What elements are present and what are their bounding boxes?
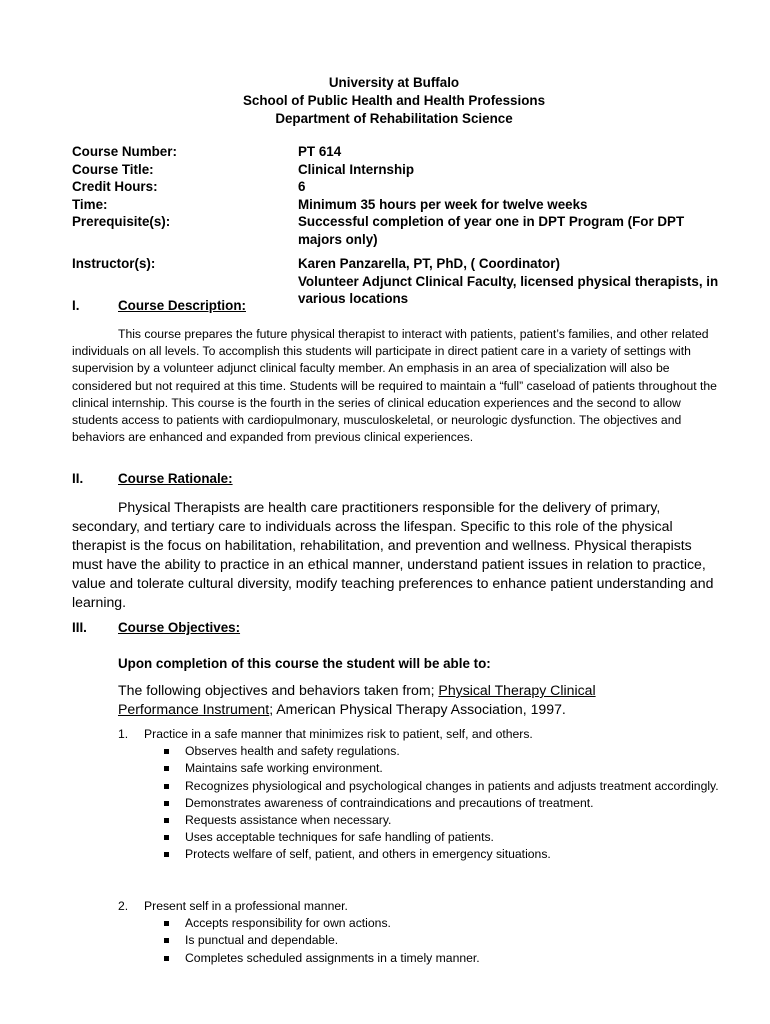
course-title-value: Clinical Internship	[298, 161, 415, 177]
instructor-value	[298, 255, 728, 308]
objective-text: Present self in a professional manner.	[144, 899, 348, 913]
behavior-item: Accepts responsibility for own actions.	[118, 915, 728, 932]
section-title: Course Rationale:	[118, 471, 233, 486]
course-number-value: PT 614	[298, 144, 342, 159]
bullet-icon	[164, 852, 169, 857]
bullet-icon	[164, 801, 169, 806]
behavior-item: Is punctual and dependable.	[118, 932, 728, 949]
bullet-icon	[164, 938, 169, 943]
course-rationale-text: Physical Therapists are health care practitioners responsible for the delivery of primary, secondary, and tertiary care to individuals across the lifespan. Specific to this role of the physical therapist is the focus on habilitation, rehabilitation, and prevention and wellness. Physical therapists must have the ability to practice in an ethical manner, understand patient issues in relation to practice, value and tolerate cultural diversity, modify teaching preferences to enhance patient understanding and learning.	[72, 499, 714, 610]
objective-number: 1.	[118, 727, 129, 741]
school-name: School of Public Health and Health Professions	[242, 93, 546, 108]
behavior-item: Requests assistance when necessary.	[118, 812, 728, 829]
intro-text-post: ; American Physical Therapy Association, 1997.	[269, 701, 566, 717]
credit-hours-row	[72, 178, 732, 196]
behavior-list	[118, 915, 728, 967]
section-rationale-heading	[72, 470, 233, 488]
behavior-item: Protects welfare of self, patient, and others in emergency situations.	[118, 846, 728, 863]
section-objectives-heading	[72, 619, 240, 637]
intro-text-pre: The following objectives and behaviors taken from;	[118, 682, 439, 698]
bullet-icon	[164, 749, 169, 754]
behavior-item: Observes health and safety regulations.	[118, 743, 728, 760]
course-title-row	[72, 161, 732, 179]
behavior-list	[118, 743, 728, 863]
section-title: Course Description:	[118, 298, 246, 313]
course-title-label: Course Title:	[72, 161, 154, 177]
bullet-icon	[164, 956, 169, 961]
time-value: Minimum 35 hours per week for twelve weeks	[298, 196, 588, 212]
instructor-adjunct: Volunteer Adjunct Clinical Faculty, licensed physical therapists, in various locations	[298, 273, 719, 306]
time-row	[72, 196, 732, 214]
bullet-icon	[164, 921, 169, 926]
section-description-heading	[72, 297, 246, 315]
course-info-table	[72, 143, 732, 308]
prerequisite-row	[72, 213, 732, 248]
credit-hours-value: 6	[298, 179, 306, 194]
bullet-icon	[164, 784, 169, 789]
prerequisite-value: Successful completion of year one in DPT Program (For DPT majors only)	[298, 214, 685, 247]
course-description-text: This course prepares the future physical therapist to interact with patients, patient’s families, and other related individuals on all levels. To accomplish this students will participate in direct patient care in a variety of settings with supervision by a volunteer adjunct clinical faculty member. An emphasis in an area of specialization will also be considered but not required at this time. Students will be required to maintain a “full” caseload of patients throughout the clinical internship. This course is the fourth in the series of clinical education experiences and the second to allow students access to patients with cardiopulmonary, musculoskeletal, or neurologic dysfunction. The objectives and behaviors are enhanced and expanded from previous clinical experiences.	[72, 327, 717, 445]
behavior-item: Uses acceptable techniques for safe handling of patients.	[118, 829, 728, 846]
behavior-item: Completes scheduled assignments in a timely manner.	[118, 950, 728, 967]
university-name: University at Buffalo	[328, 75, 460, 90]
instrument-title: Physical Therapy Clinical Performance Instrument	[118, 682, 596, 717]
department-name: Department of Rehabilitation Science	[275, 111, 513, 126]
section-title: Course Objectives:	[118, 620, 241, 635]
section-number: I.	[72, 298, 80, 313]
course-number-row	[72, 143, 732, 161]
objectives-intro	[118, 681, 678, 719]
section-number: III.	[72, 620, 87, 635]
bullet-icon	[164, 818, 169, 823]
instructor-coordinator: Karen Panzarella, PT, PhD, ( Coordinator)	[298, 256, 560, 271]
section-number: II.	[72, 471, 84, 486]
objectives-lead: Upon completion of this course the student will be able to:	[118, 656, 491, 671]
bullet-icon	[164, 835, 169, 840]
course-number-label: Course Number:	[72, 144, 177, 159]
behavior-item: Recognizes physiological and psychological changes in patients and adjusts treatment accordingly.	[118, 778, 728, 795]
credit-hours-label: Credit Hours:	[72, 179, 158, 194]
objective-item	[118, 898, 728, 967]
behavior-item: Demonstrates awareness of contraindications and precautions of treatment.	[118, 795, 728, 812]
document-header	[0, 74, 770, 128]
objective-number: 2.	[118, 899, 129, 913]
objective-text: Practice in a safe manner that minimizes risk to patient, self, and others.	[144, 727, 533, 741]
instructor-label: Instructor(s):	[72, 256, 156, 271]
bullet-icon	[164, 766, 169, 771]
prerequisite-label: Prerequisite(s):	[72, 214, 171, 229]
behavior-item: Maintains safe working environment.	[118, 760, 728, 777]
objective-item	[118, 726, 728, 864]
time-label: Time:	[72, 196, 108, 212]
